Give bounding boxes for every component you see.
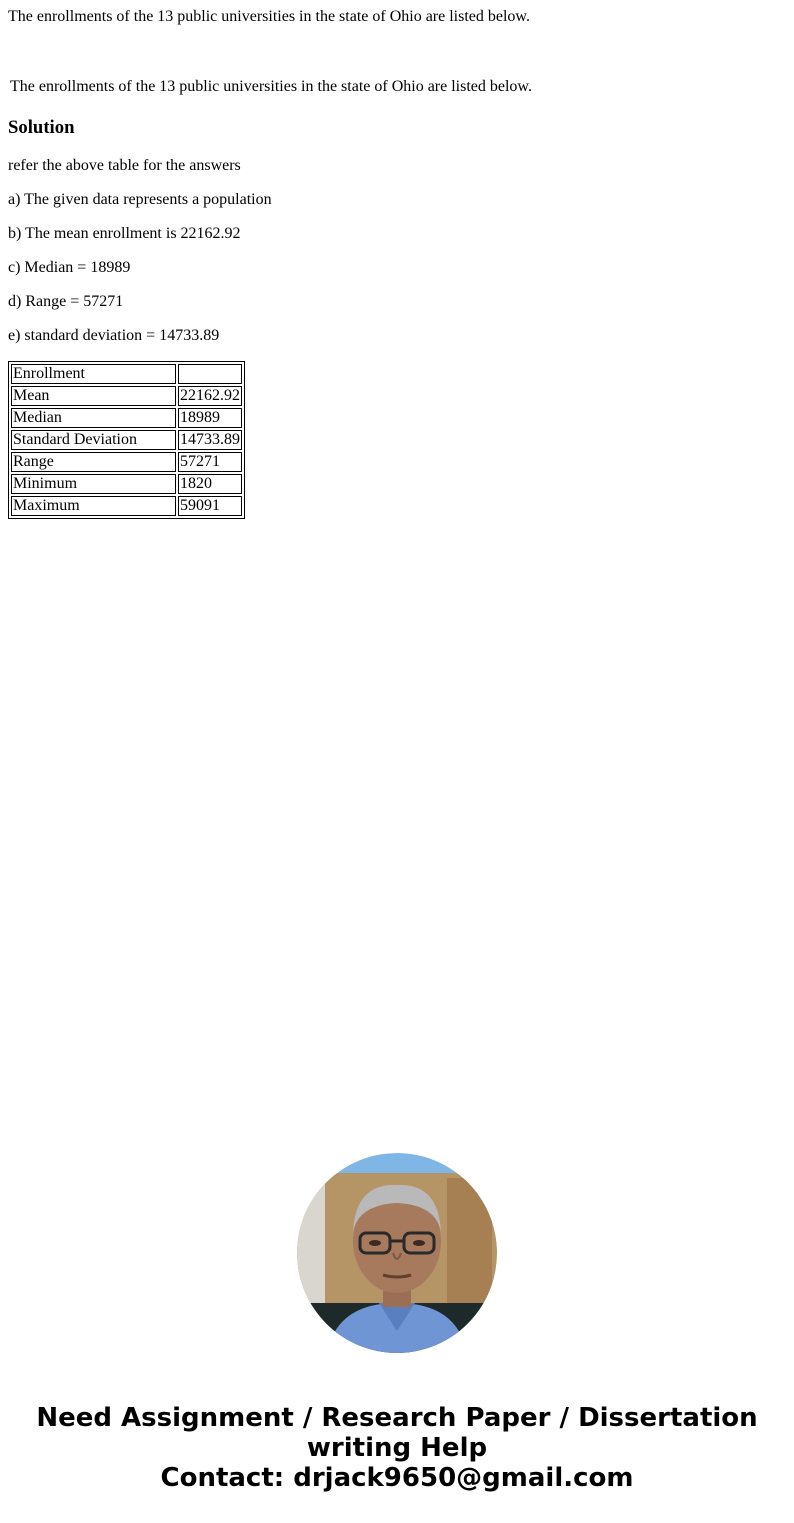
- table-header-label: Enrollment: [11, 364, 176, 384]
- table-row: [11, 408, 242, 428]
- promo-banner: [0, 1403, 794, 1493]
- table-cell-label: Maximum: [11, 496, 176, 516]
- promo-line-2: writing Help: [306, 1433, 488, 1463]
- answer-c: c) Median = 18989: [8, 259, 131, 276]
- answer-e: e) standard deviation = 14733.89: [8, 327, 220, 344]
- tutor-portrait-icon: [297, 1153, 497, 1353]
- solution-heading: Solution: [8, 117, 75, 138]
- answer-a: a) The given data represents a population: [8, 191, 272, 208]
- table-cell-label: Mean: [11, 386, 176, 406]
- refer-text: refer the above table for the answers: [8, 157, 241, 174]
- table-cell-value: 1820: [178, 474, 242, 494]
- table-cell-label: Standard Deviation: [11, 430, 176, 450]
- answer-d: d) Range = 57271: [8, 293, 124, 310]
- table-cell-value: 14733.89: [180, 431, 240, 448]
- table-cell-value: 59091: [178, 496, 242, 516]
- table-row: [11, 386, 242, 406]
- table-cell-value: 57271: [178, 452, 242, 472]
- table-row: [11, 430, 242, 450]
- table-row: [11, 474, 242, 494]
- table-cell-label: Range: [11, 452, 176, 472]
- table-cell-value: 22162.92: [180, 387, 240, 404]
- intro-text-repeat: The enrollments of the 13 public universities in the state of Ohio are listed below.: [10, 78, 532, 95]
- table-row: [11, 496, 242, 516]
- promo-line-1: Need Assignment / Research Paper / Dissertation: [36, 1403, 758, 1433]
- answer-b: b) The mean enrollment is 22162.92: [8, 225, 241, 242]
- statistics-table: [8, 361, 245, 519]
- table-cell-label: Median: [11, 408, 176, 428]
- table-header-row: [11, 364, 242, 384]
- table-row: [11, 452, 242, 472]
- table-cell-label: Minimum: [11, 474, 176, 494]
- promo-contact: Contact: drjack9650@gmail.com: [160, 1463, 634, 1493]
- table-header-value: [178, 364, 242, 384]
- table-cell-value: 18989: [178, 408, 242, 428]
- intro-text: The enrollments of the 13 public universities in the state of Ohio are listed below.: [8, 8, 530, 25]
